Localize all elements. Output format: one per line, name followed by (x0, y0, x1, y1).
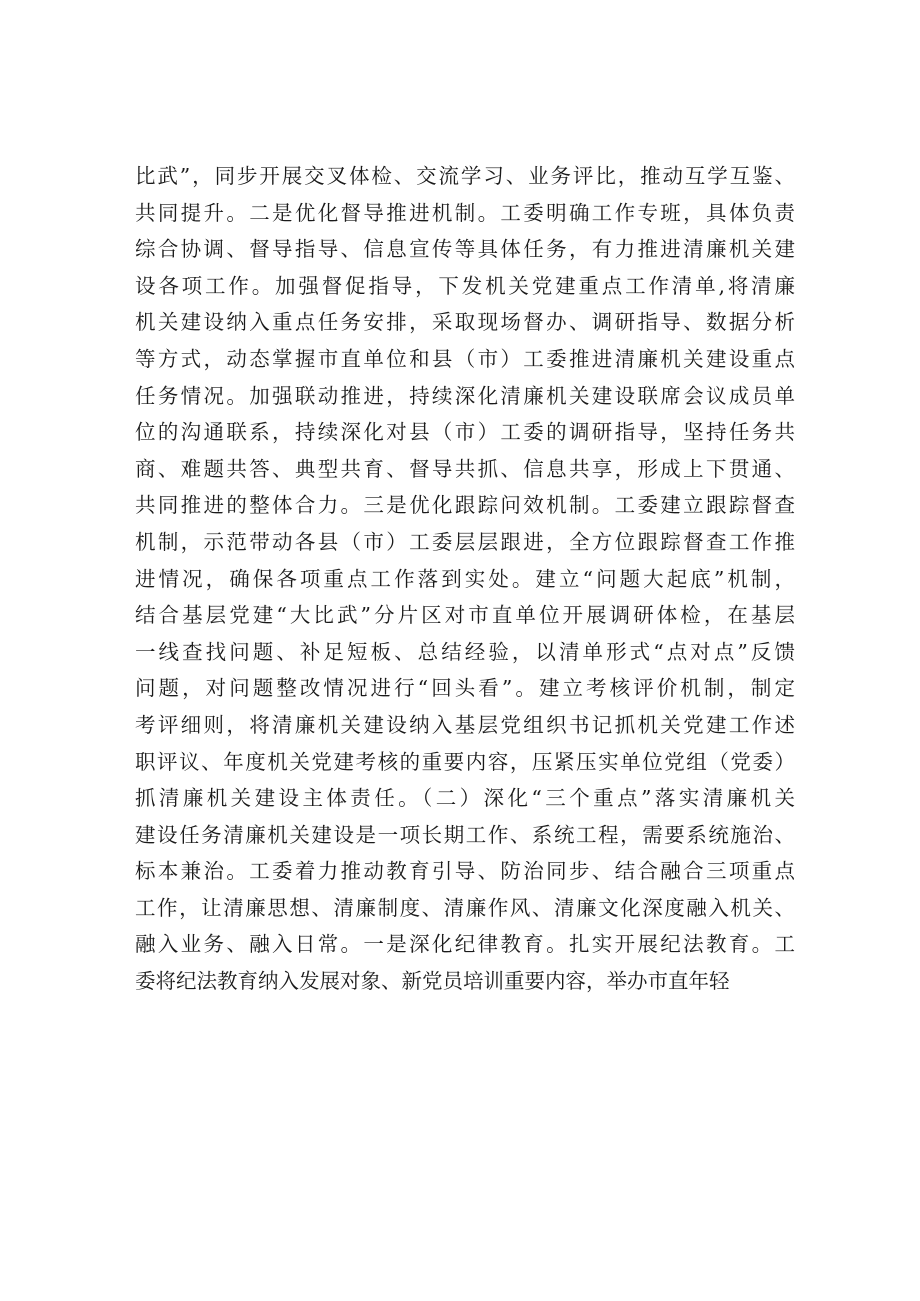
text-line: 进情况，确保各项重点工作落到实处。建立“问题大起底”机制， (135, 566, 795, 591)
text-line: 共同推进的整体合力。三是优化跟踪问效机制。工委建立跟踪督查 (135, 493, 795, 518)
text-line: 任务情况。加强联动推进，持续深化清廉机关建设联席会议成员单 (135, 383, 795, 408)
body-text (135, 158, 795, 1000)
text-line: 设各项工作。加强督促指导，下发机关党建重点工作清单,将清廉 (135, 273, 795, 298)
text-line: 比武”，同步开展交叉体检、交流学习、业务评比，推动互学互鉴、 (135, 164, 795, 188)
text-line: 建设任务清廉机关建设是一项长期工作、系统工程，需要系统施治、 (135, 822, 795, 847)
text-line: 机制，示范带动各县（市）工委层层跟进，全方位跟踪督查工作推 (135, 529, 795, 554)
text-line: 结合基层党建“大比武”分片区对市直单位开展调研体检，在基层 (135, 603, 795, 628)
text-line: 职评议、年度机关党建考核的重要内容，压紧压实单位党组（党委） (135, 749, 795, 774)
text-line: 综合协调、督导指导、信息宣传等具体任务，有力推进清廉机关建 (135, 237, 795, 262)
text-line: 问题，对问题整改情况进行“回头看”。建立考核评价机制，制定 (135, 676, 795, 701)
text-line: 位的沟通联系，持续深化对县（市）工委的调研指导，坚持任务共 (135, 420, 795, 445)
text-line: 工作，让清廉思想、清廉制度、清廉作风、清廉文化深度融入机关、 (135, 895, 795, 920)
text-line: 考评细则，将清廉机关建设纳入基层党组织书记抓机关党建工作述 (135, 712, 795, 737)
text-line: 等方式，动态掌握市直单位和县（市）工委推进清廉机关建设重点 (135, 346, 795, 371)
text-line: 抓清廉机关建设主体责任。（二）深化“三个重点”落实清廉机关 (135, 786, 795, 811)
text-line: 一线查找问题、补足短板、总结经验，以清单形式“点对点”反馈 (135, 639, 795, 664)
text-line: 标本兼治。工委着力推动教育引导、防治同步、结合融合三项重点 (135, 859, 795, 884)
text-line: 机关建设纳入重点任务安排，采取现场督办、调研指导、数据分析 (135, 310, 795, 335)
text-line: 商、难题共答、典型共育、督导共抓、信息共享，形成上下贯通、 (135, 456, 795, 481)
text-line: 共同提升。二是优化督导推进机制。工委明确工作专班，具体负责 (135, 200, 795, 225)
text-line: 委将纪法教育纳入发展对象、新党员培训重要内容，举办市直年轻 (135, 969, 730, 994)
text-line: 融入业务、融入日常。一是深化纪律教育。扎实开展纪法教育。工 (135, 932, 795, 957)
